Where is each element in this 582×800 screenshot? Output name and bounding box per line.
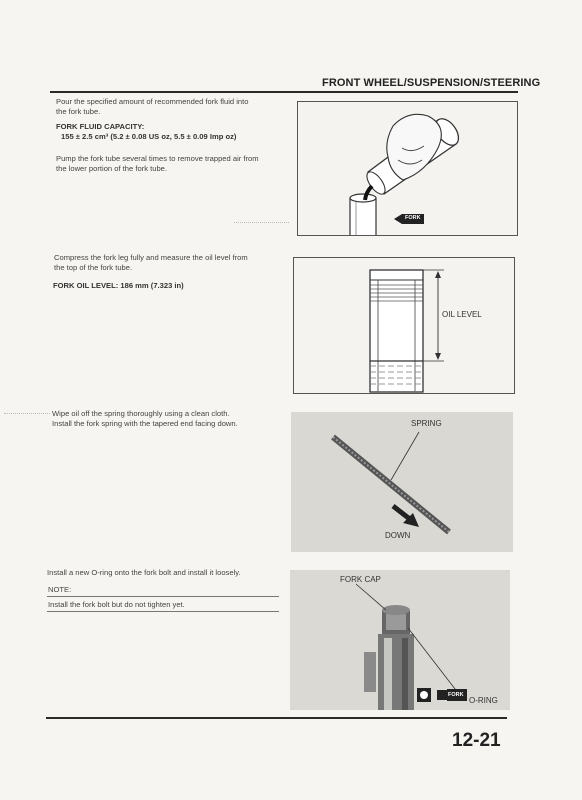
note-rule-bottom xyxy=(47,611,279,612)
note-label: NOTE: xyxy=(48,585,72,594)
fork-fluid-figure xyxy=(297,101,518,236)
spring-label: SPRING xyxy=(411,419,442,428)
step3-line2: Install the fork spring with the tapered end facing down. xyxy=(52,419,238,428)
fluid-capacity-value: 155 ± 2.5 cm³ (5.2 ± 0.08 US oz, 5.5 ± 0.09 Imp oz) xyxy=(61,132,237,141)
margin-dots xyxy=(4,413,50,414)
fork-oil-tag-label: FORK xyxy=(448,692,464,698)
footer-rule xyxy=(46,717,507,719)
pump-line1: Pump the fork tube several times to remove trapped air from xyxy=(56,154,259,163)
step1-line2: the fork tube. xyxy=(56,107,101,116)
fork-spring-photo xyxy=(291,412,513,552)
oil-level-figure xyxy=(293,257,515,394)
step2-line2: the top of the fork tube. xyxy=(54,263,133,272)
step1-line1: Pour the specified amount of recommended fork fluid into xyxy=(56,97,249,106)
oil-level-label: FORK OIL LEVEL: xyxy=(53,281,119,290)
step1-pump-instruction xyxy=(56,154,291,174)
fork-cap-image xyxy=(290,570,510,710)
oil-level-diagram xyxy=(294,258,514,393)
section-header: FRONT WHEEL/SUSPENSION/STEERING xyxy=(322,77,541,89)
note-text: Install the fork bolt but do not tighten yet. xyxy=(48,600,185,609)
note-rule-top xyxy=(47,596,279,597)
fluid-capacity-label: FORK FLUID CAPACITY: xyxy=(56,122,145,131)
page-number: 12-21 xyxy=(452,730,501,751)
fork-cap-label: FORK CAP xyxy=(340,575,381,584)
step4-instruction: Install a new O-ring onto the fork bolt and install it loosely. xyxy=(47,568,241,577)
step3-instruction xyxy=(52,409,287,429)
header-rule xyxy=(50,91,518,93)
o-ring-label: O-RING xyxy=(469,696,498,705)
separator-dots xyxy=(234,222,289,223)
oil-level-label-figure: OIL LEVEL xyxy=(442,310,482,319)
fork-cap-photo xyxy=(290,570,510,710)
step3-line1: Wipe oil off the spring thoroughly using a clean cloth. xyxy=(52,409,230,418)
down-label: DOWN xyxy=(385,531,411,540)
oil-level-value: 186 mm (7.323 in) xyxy=(120,281,184,290)
fork-oil-tag-label: FORK xyxy=(405,215,421,221)
pump-line2: the lower portion of the fork tube. xyxy=(56,164,168,173)
step1-instruction xyxy=(56,97,291,117)
fork-oil-level-spec xyxy=(53,281,184,291)
step2-instruction xyxy=(54,253,294,273)
step2-line1: Compress the fork leg fully and measure the oil level from xyxy=(54,253,248,262)
